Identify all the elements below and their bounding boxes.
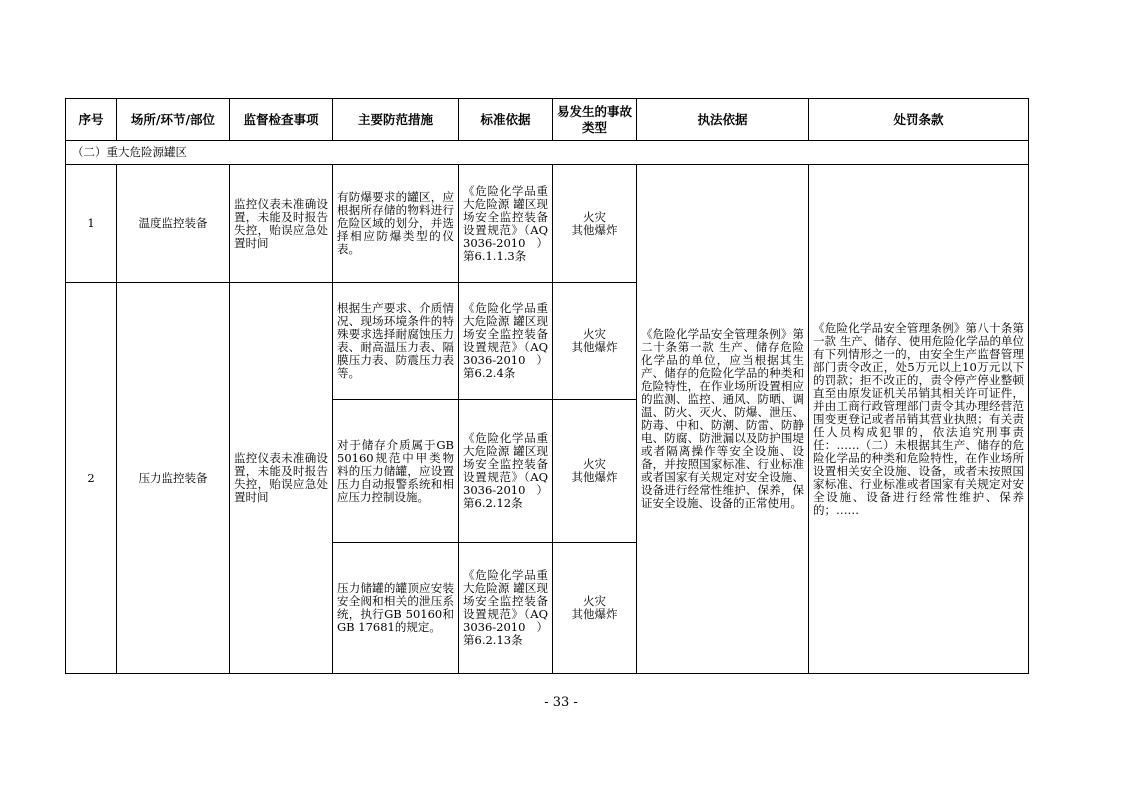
item-cell: 监控仪表未准确设置，未能及时报告失控，贻误应急处置时间 [230,283,333,674]
accident-cell: 火灾 其他爆炸 [553,543,637,674]
row-number: 2 [66,283,117,674]
header-law: 执法依据 [637,99,809,141]
measures-cell: 有防爆要求的罐区，应根据所存储的物料进行危险区域的划分，并选择相应防爆类型的仪表。 [333,165,459,283]
standard-cell: 《危险化学品重大危险源 罐区现场安全监控装备设置规范》（AQ 3036-2010）第6.2.12条 [459,400,553,543]
penalty-cell: 《危险化学品安全管理条例》第八十条第一款 生产、储存、使用危险化学品的单位有下列情形之一的，由安全生产监督管理部门责令改正，处5万元以上10万元以下的罚款；拒不改正的，责令停产停业整顿直至由原发证机关吊销其相关许可证件，并由工商行政管理部门责令其办理经营范围变更登记或者吊销其营业执照；有关责任人员构成犯罪的，依法追究刑事责任：……（二）未根据其生产、储存的危险化学品的种类和危险特性，在作业场所设置相关安全设施、设备，或者未按照国家标准、行业标准或者国家有关规定对安全设施、设备进行经常性维护、保养的；…… [809,165,1029,674]
section-row [66,141,1029,165]
header-row [66,99,1029,141]
header-no: 序号 [66,99,117,141]
measures-cell: 对于储存介质属于GB 50160规范中甲类物料的压力储罐，应设置压力自动报警系统和相应压力控制设施。 [333,400,459,543]
header-place: 场所/环节/部位 [117,99,230,141]
regulation-table [65,98,1029,674]
measures-cell: 根据生产要求、介质情况、现场环境条件的特殊要求选择耐腐蚀压力表、耐高温压力表、隔膜压力表、防震压力表等。 [333,283,459,400]
standard-cell: 《危险化学品重大危险源 罐区现场安全监控装备设置规范》（AQ 3036-2010）第6.1.1.3条 [459,165,553,283]
measures-cell: 压力储罐的罐顶应安装安全阀和相关的泄压系统，执行GB 50160和GB 17681的规定。 [333,543,459,674]
place-cell: 压力监控装备 [117,283,230,674]
place-cell: 温度监控装备 [117,165,230,283]
accident-cell: 火灾 其他爆炸 [553,165,637,283]
standard-cell: 《危险化学品重大危险源 罐区现场安全监控装备设置规范》（AQ 3036-2010）第6.2.4条 [459,283,553,400]
header-penalty: 处罚条款 [809,99,1029,141]
page-number: - 33 - [544,695,578,710]
accident-cell: 火灾 其他爆炸 [553,283,637,400]
item-cell: 监控仪表未准确设置，未能及时报告失控，贻误应急处置时间 [230,165,333,283]
row-number: 1 [66,165,117,283]
section-title: （二）重大危险源罐区 [66,141,1029,165]
header-measures: 主要防范措施 [333,99,459,141]
standard-cell: 《危险化学品重大危险源 罐区现场安全监控装备设置规范》（AQ 3036-2010）第6.2.13条 [459,543,553,674]
header-standard: 标准依据 [459,99,553,141]
law-cell: 《危险化学品安全管理条例》第二十条第一款 生产、储存危险化学品的单位，应当根据其生产、储存的危险化学品的种类和危险特性，在作业场所设置相应的监测、监控、通风、防晒、调温、防火、灭火、防爆、泄压、防毒、中和、防潮、防雷、防静电、防腐、防泄漏以及防护围堤或者隔离操作等安全设施、设备，并按照国家标准、行业标准或者国家有关规定对安全设施、设备进行经常性维护、保养，保证安全设施、设备的正常使用。 [637,165,809,674]
accident-cell: 火灾 其他爆炸 [553,400,637,543]
table-row [66,165,1029,283]
header-item: 监督检查事项 [230,99,333,141]
header-accident: 易发生的事故类型 [553,99,637,141]
